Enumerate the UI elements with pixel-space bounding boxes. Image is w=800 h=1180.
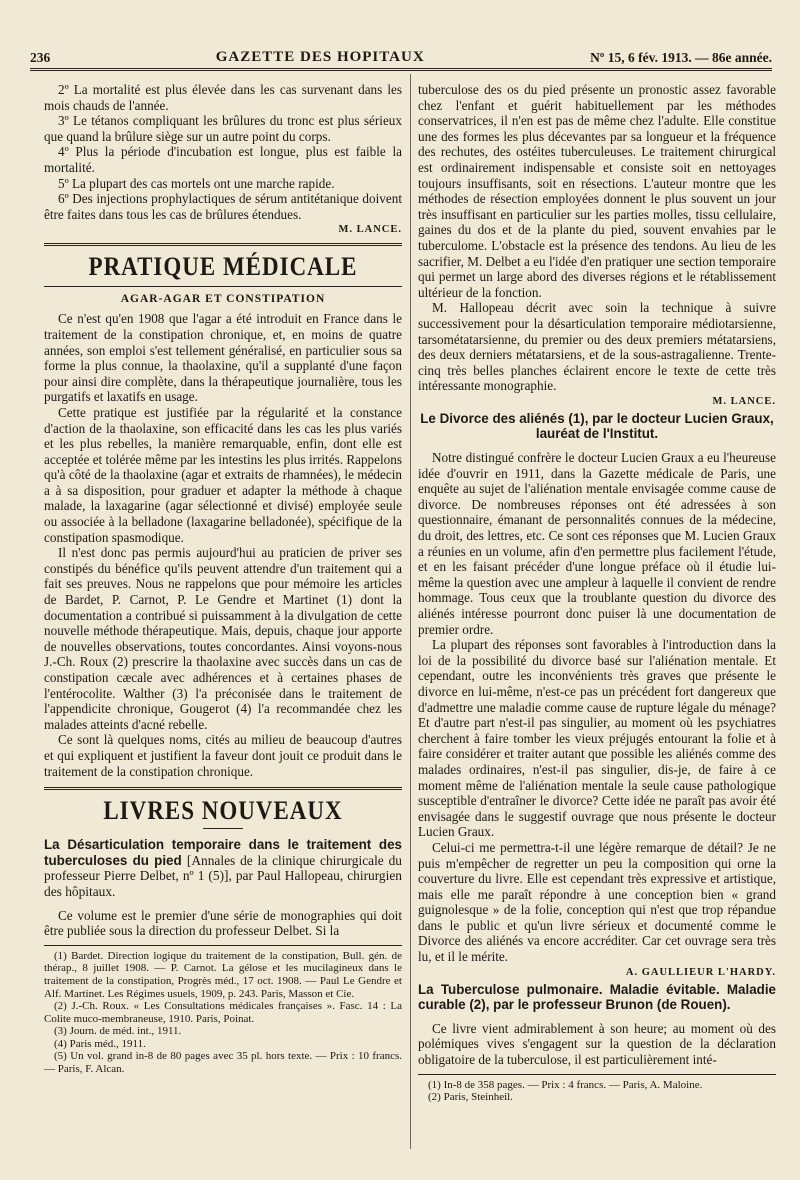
article-paragraph: Cette pratique est justifiée par la régularité et la constance d'action de la thaolaxine, son efficacité dans les cas les plus variés et les plus rebelles, la manière remarquable, enfin, dont elle est acceptée et tolérée même par les intestins les plus irrités. Rappelons qu'à côté de la thaolaxine (agar et extraits de rhamnées), le médecin a à sa disposition, pour graduer et adapter la méthode à chaque malade, la laxagarine (agar sélectionné et divisé) employée seule ou associée à la belladone (laxagarine belladonée), spécifique de la constipation spasmodique. (44, 404, 402, 545)
intro-paragraph: 5º La plupart des cas mortels ont une marche rapide. (58, 175, 335, 191)
section-rule (44, 787, 402, 790)
intro-paragraph: 6º Des injections prophylactiques de sérum antitétanique doivent être faites dans tous les cas de brûlures étendues. (44, 191, 402, 222)
page-header (30, 40, 772, 66)
footnote: (4) Paris méd., 1911. (54, 1037, 146, 1050)
review-paragraph: M. Hallopeau décrit avec soin la technique à suivre successivement pour la désarticulation temporaire médiotarsienne, tarsométatarsienne, du premier ou des deux premiers métatarsiens, des deux derniers métatarsiens, et de la sous-astragalienne. Trente-cinq très belles planches éclairent encore le texte de cette très intéressante monographie. (418, 300, 776, 394)
intro-paragraph: 4º Plus la période d'incubation est longue, plus est faible la mortalité. (44, 144, 402, 175)
section-rule (44, 243, 402, 246)
article-paragraph: Ce n'est qu'en 1908 que l'agar a été introduit en France dans le traitement de la constipation chronique, et, en moins de quatre années, son emploi s'est tellement généralisé, en particulier sous sa forme la plus connue, la thaolaxine, qu'il a supplanté d'une façon pour ainsi dire complète, dans la thérapeutique journalière, tous les purgatifs et laxatifs en usage. (44, 311, 402, 405)
article-paragraph: Ce sont là quelques noms, cités au milieu de beaucoup d'autres et qui expliquent et justifient la faveur dont jouit ce produit dans le traitement de la constipation chronique. (44, 732, 402, 779)
title-rule (203, 828, 243, 829)
signature: A. GAULLIEUR L'HARDY. (625, 966, 776, 978)
section-title: PRATIQUE MÉDICALE (88, 252, 358, 282)
intro-block (44, 82, 402, 235)
article-paragraph: Il n'est donc pas permis aujourd'hui au praticien de priver ses constipés du bénéfice qu'ils peuvent attendre d'un traitement qui a fait ses preuves. Nous ne rappelons que pour mémoire les articles de Bardet, P. Carnot, P. Le Gendre et Martinet (1) dont la documentation a contribué si puissamment à la divulgation de cette nouvelle méthode thérapeutique. Mais, depuis, chaque jour apporte de nouvelles observations, toutes concordantes. Ainsi voyons-nous J.-Ch. Roux (2) prescrire la thaolaxine avec succès dans un cas de constipation cæcale avec adhérences et à certaines phases de l'entérocolite. Walther (3) l'a préconisée dans le traitement de l'appendicite chronique, Gougerot (4) l'a recommandée chez les malades atteints d'acné rebelle. (44, 545, 402, 732)
intro-paragraph: 3º Le tétanos compliquant les brûlures du tronc est plus sérieux que quand la brûlure siège sur un autre point du corps. (44, 113, 402, 144)
column-separator (410, 74, 411, 1149)
review-paragraph: tuberculose des os du pied présente un pronostic assez favorable chez l'enfant et guérit habituellement par les méthodes conservatrices, il n'en est pas de même chez l'adulte. Elle constitue une des formes les plus décevantes par sa longueur et la fréquence des rechutes, des ostéites tuberculeuses. Le traitement chirurgical est ordinairement indispensable et consiste soit en nettoyages toujours insuffisants, soit en résections. L'auteur montre que les méthodes de résection employées donnent le plus souvent un jour très insuffisant en particulier sur les parties molles, tissu cellulaire, gaines du dos et de la plante du pied, souvent envahies par le tuberculome. L'obstacle est la présence des tendons. Au lieu de les sacrifier, M. Delbet a eu l'idée d'en pratiquer une section temporaire qui permet un large abord des diverses régions et le rétablissement ultérieur de la fonction. (418, 82, 776, 300)
header-rule (30, 68, 772, 73)
book-review-title (44, 837, 402, 899)
page-number: 236 (30, 50, 51, 65)
journal-title: GAZETTE DES HOPITAUX (215, 49, 425, 65)
footnote: (3) Journ. de méd. int., 1911. (54, 1025, 182, 1038)
issue-info: Nº 15, 6 fév. 1913. — 86e année. (590, 50, 772, 65)
signature: M. LANCE. (338, 224, 402, 236)
intro-paragraph: 2º La mortalité est plus élevée dans les cas survenant dans les mois chauds de l'année. (44, 82, 402, 113)
article-heading: AGAR-AGAR ET CONSTIPATION (120, 293, 326, 306)
right-column (418, 82, 776, 1104)
section-title: LIVRES NOUVEAUX (103, 796, 343, 825)
book-review-title: Le Divorce des aliénés (1), par le docteur Lucien Graux, lauréat de l'Institut. (420, 410, 774, 442)
footnote: (5) Un vol. grand in-8 de 80 pages avec 35 pl. hors texte. — Prix : 10 francs. — Paris, F. Alcan. (44, 1050, 402, 1076)
review-paragraph: Notre distingué confrère le docteur Lucien Graux a eu l'heureuse idée d'ouvrir en 1911, dans la Gazette médicale de Paris, une enquête au sujet de l'aliénation mentale envisagée comme cause de divorce. De nombreuses réponses ont été adressées à son questionnaire, émanant de personnalités connues de la médecine, du droit, des lettres, etc. Ce sont ces réponses que M. Lucien Graux a réunies en un volume, afin d'en permettre plus facilement l'étude, et en les faisant précéder d'une longue préface où il étudie lui-même la question avec une ampleur à laquelle il convient de rendre hommage. Tous ceux que la troublante question du divorce des aliénés intéresse pourront donc puiser là une documentation de premier ordre. (418, 450, 776, 637)
footnote: (1) In-8 de 358 pages. — Prix : 4 francs. — Paris, A. Maloine. (428, 1078, 703, 1091)
signature: M. LANCE. (712, 395, 776, 407)
footnotes (44, 945, 402, 1076)
book-review-title: La Tuberculose pulmonaire. Maladie évitable. Maladie curable (2), par le professeur Brunon (de Rouen). (418, 981, 776, 1013)
footnote: (2) Paris, Steinheil. (428, 1091, 513, 1104)
book-title-details: [Annales de la clinique chirurgicale du professeur Pierre Delbet, nº 1 (5)], par Paul Hallopeau, chirurgien des hôpitaux. (44, 852, 402, 899)
book-title-bold: La Désarticulation temporaire dans le traitement des tuberculoses du pied (44, 837, 402, 868)
review-paragraph: Ce livre vient admirablement à son heure; au moment où des polémiques vives s'engagent sur la question de la déclaration obligatoire de la tuberculose, il est particulièrement inté- (418, 1020, 776, 1068)
footnote: (2) J.-Ch. Roux. « Les Consultations médicales françaises ». Fasc. 14 : La Colite muco-membraneuse, 1910. Paris, Poinat. (44, 1000, 402, 1025)
review-paragraph: La plupart des réponses sont favorables à l'introduction dans la loi de la possibilité du divorce basé sur l'aliénation mentale. Et cependant, outre les inconvénients très graves que présente le divorce en lui-même, n'est-ce pas un précédent fort dangereux que d'admettre une maladie comme cause de rupture légale du ménage? Et d'autre part n'est-il pas singulier, au moment où les psychiatres cherchent à faire tomber les vieux préjugés entourant la folie et à faire considérer et traiter autant que possible les aliénés comme des malades ordinaires, n'est-il pas singulier, dis-je, de faire à ce moment même de l'aliénation mentale la seule cause pathologique susceptible d'entraîner le divorce? Cette idée ne paraît pas avoir été envisagée dans le suggestif ouvrage que nous présente le docteur Lucien Graux. (418, 637, 776, 840)
footnotes (418, 1074, 776, 1104)
review-paragraph: Ce volume est le premier d'une série de monographies qui doit être publiée sous la direction du professeur Delbet. Si la (44, 907, 402, 939)
title-rule (44, 286, 402, 287)
left-column (44, 82, 402, 1076)
footnote: (1) Bardet. Direction logique du traitement de la constipation, Bull. gén. de thérap., 8 juillet 1908. — P. Carnot. La gélose et les mucilagineux dans le traitement de la constipation, Progrès méd., 17 oct. 1908. — Paul Le Gendre et Alf. Martinet. Les Régimes usuels, 1909, p. 243. Paris, Masson et Cie. (44, 949, 402, 1000)
review-paragraph: Celui-ci me permettra-t-il une légère remarque de détail? Je ne puis m'empêcher de regretter un peu la composition qui orne la couverture du livre. Elle est cependant très expressive et artistique, mais elle me paraît répondre à une conception bien « grand guignolesque » de la folie, conception qui n'est que trop répandue dans le public et qu'un livre sérieux et documenté comme le Divorce des aliénés va encore accréditer. Car cet ouvrage sera très lu, et il le mérite. (418, 839, 776, 965)
